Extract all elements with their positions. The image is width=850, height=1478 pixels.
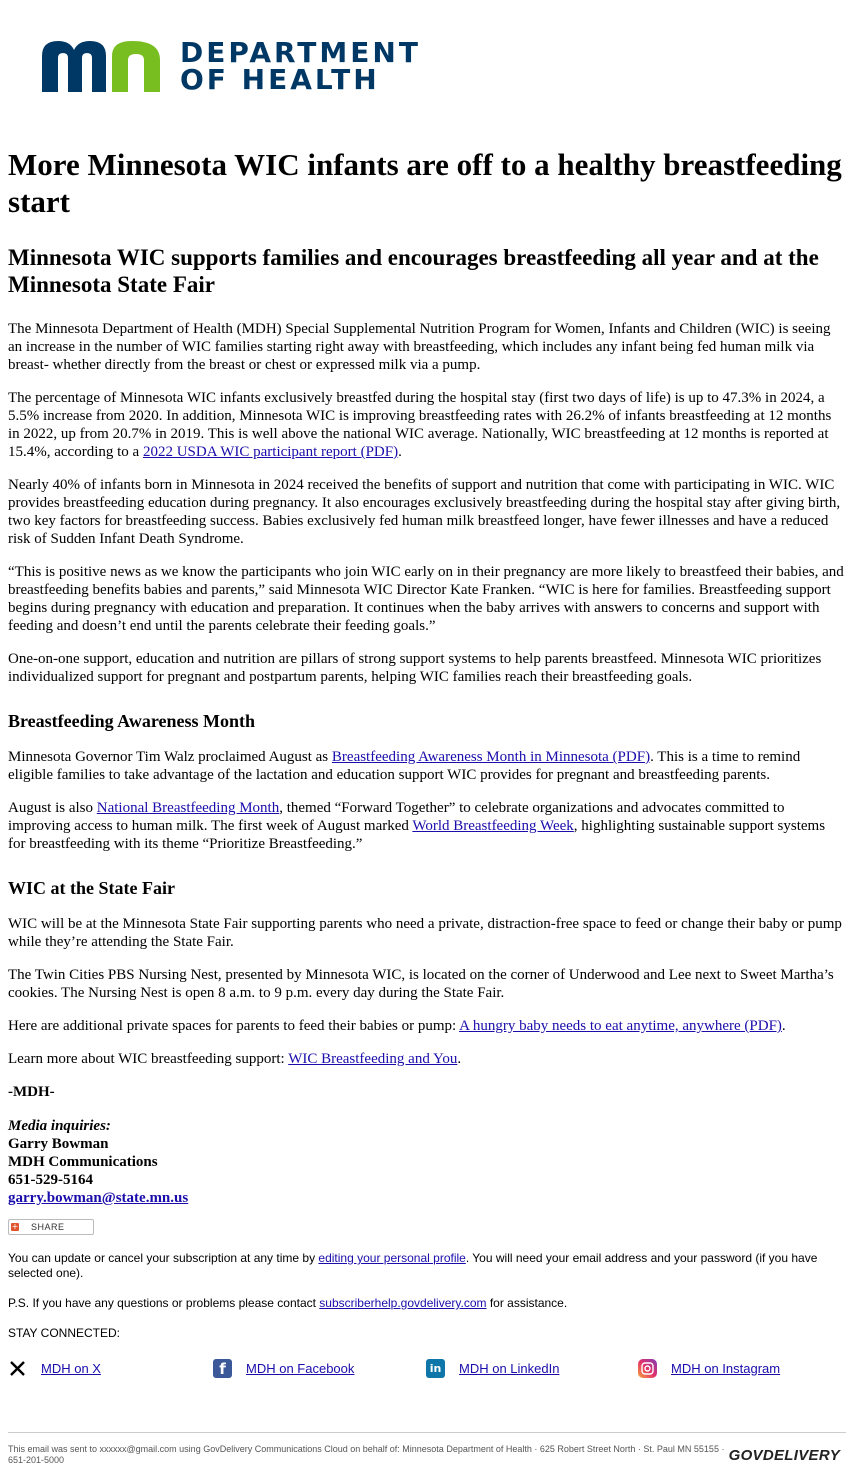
share-plus-icon: + <box>11 1222 19 1231</box>
wic-breastfeeding-link[interactable]: WIC Breastfeeding and You <box>288 1051 458 1067</box>
social-linkedin[interactable] <box>426 1359 638 1378</box>
govdelivery-logo[interactable]: GOVDELIVERY <box>728 1447 840 1464</box>
hungry-baby-link[interactable]: A hungry baby needs to eat anytime, anywhere (PDF) <box>459 1018 782 1034</box>
usda-report-link[interactable]: 2022 USDA WIC participant report (PDF) <box>142 444 399 460</box>
awareness-month-link[interactable]: Breastfeeding Awareness Month in Minnesota (PDF) <box>331 749 651 765</box>
email-content <box>8 146 846 1378</box>
paragraph-proclamation: Minnesota Governor Tim Walz proclaimed August as Breastfeeding Awareness Month in Minnesota (PDF). This is a time to remind eligible families to take advantage of the lactation and education support WIC provides for pregnant and breastfeeding parents. <box>8 749 801 783</box>
share-button[interactable] <box>8 1219 94 1235</box>
facebook-icon: f <box>213 1359 232 1378</box>
paragraph-intro: The Minnesota Department of Health (MDH) Special Supplemental Nutrition Program for Women, Infants and Children (WIC) is seeing an increase in the number of WIC families starting right away with breastfeeding, which includes any infant being fed human milk via breast- whether directly from the breast or chest or expressed milk via a pump. <box>8 321 831 373</box>
paragraph-national-month: August is also National Breastfeeding Month, themed “Forward Together” to celebrate organizations and advocates committed to improving access to human milk. The first week of August marked World Breastfeeding Week, highlighting sustainable support systems for breastfeeding with its theme “Prioritize Breastfeeding.” <box>8 800 826 852</box>
signoff: -MDH- <box>8 1084 55 1100</box>
footer <box>8 1432 846 1466</box>
contact-phone: 651-529-5164 <box>8 1172 93 1188</box>
mn-logo-icon <box>40 38 162 94</box>
contact-email-link[interactable]: garry.bowman@state.mn.us <box>8 1190 189 1206</box>
paragraph-fair: WIC will be at the Minnesota State Fair supporting parents who need a private, distraction-free space to feed or change their baby or pump while they’re attending the State Fair. <box>8 916 842 950</box>
instagram-icon <box>638 1359 657 1378</box>
paragraph-support: One-on-one support, education and nutrition are pillars of strong support systems to help parents breastfeed. Minnesota WIC prioritizes individualized support for pregnant and postpartum parents, helping WIC families reach their breastfeeding goals. <box>8 651 822 685</box>
social-x-link[interactable]: MDH on X <box>41 1361 101 1376</box>
subscription-note: You can update or cancel your subscription at any time by editing your personal profile. You will need your email address and your password (if you have selected one). <box>8 1251 818 1280</box>
paragraph-benefits: Nearly 40% of infants born in Minnesota in 2024 received the benefits of support and nutrition that come with participating in WIC. WIC provides breastfeeding education during pregnancy. It also encourages exclusively breastfeeding during the hospital stay after giving birth, two key factors for breastfeeding success. Babies exclusively fed human milk breastfeed longer, have fewer illnesses and have a reduced risk of Sudden Infant Death Syndrome. <box>8 477 841 547</box>
logo-line-2: OF HEALTH <box>180 63 380 96</box>
edit-profile-link[interactable]: editing your personal profile <box>318 1251 466 1265</box>
footer-divider <box>8 1432 846 1433</box>
national-breastfeeding-month-link[interactable]: National Breastfeeding Month <box>96 800 280 816</box>
social-instagram-link[interactable]: MDH on Instagram <box>671 1361 781 1376</box>
paragraph-stats: The percentage of Minnesota WIC infants exclusively breastfed during the hospital stay (first two days of life) is up to 47.3% in 2024, a 5.5% increase from 2020. In addition, Minnesota WIC is improving breastfeeding rates with 26.2% of infants breastfeeding at 12 months in 2022, up from 20.7% in 2019. This is well above the national WIC average. Nationally, WIC breastfeeding at 12 months is reported at 15.4%, according to a 2022 USDA WIC participant report (PDF). <box>8 390 832 460</box>
media-label: Media inquiries: <box>8 1118 111 1134</box>
social-facebook[interactable] <box>213 1359 426 1378</box>
social-x[interactable] <box>8 1359 213 1378</box>
help-note: P.S. If you have any questions or problems please contact subscriberhelp.govdelivery.com for assistance. <box>8 1296 568 1310</box>
paragraph-private-spaces: Here are additional private spaces for parents to feed their babies or pump: A hungry baby needs to eat anytime, anywhere (PDF). <box>8 1018 786 1034</box>
social-links <box>8 1359 846 1378</box>
social-linkedin-link[interactable]: MDH on LinkedIn <box>459 1361 560 1376</box>
world-breastfeeding-week-link[interactable]: World Breastfeeding Week <box>412 818 574 834</box>
contact-org: MDH Communications <box>8 1154 158 1170</box>
social-instagram[interactable] <box>638 1359 780 1378</box>
paragraph-quote: “This is positive news as we know the participants who join WIC early on in their pregnancy are more likely to breastfeed their babies, and breastfeeding benefits babies and parents,” said Minnesota WIC Director Kate Franken. “WIC is here for families. Breastfeeding support begins during pregnancy with education and preparation. It continues when the baby arrives with answers to concerns and support with feeding and doesn’t end until the parents celebrate their feeding goals.” <box>8 564 844 634</box>
article-title: More Minnesota WIC infants are off to a healthy breastfeeding start <box>8 147 842 219</box>
subscriber-help-link[interactable]: subscriberhelp.govdelivery.com <box>319 1296 487 1310</box>
footer-text: This email was sent to xxxxxx@gmail.com using GovDelivery Communications Cloud on behalf of: Minnesota Department of Health · 625 Robert Street North · St. Paul MN 55155 · 651-201-5000 <box>8 1444 725 1465</box>
share-label: SHARE <box>31 1222 65 1232</box>
article-subtitle: Minnesota WIC supports families and encourages breastfeeding all year and at the Minnesota State Fair <box>8 245 819 297</box>
social-facebook-link[interactable]: MDH on Facebook <box>246 1361 355 1376</box>
stay-connected-label: STAY CONNECTED: <box>8 1326 121 1340</box>
heading-awareness-month: Breastfeeding Awareness Month <box>8 711 255 731</box>
contact-name: Garry Bowman <box>8 1136 109 1152</box>
linkedin-icon: in <box>426 1359 445 1378</box>
paragraph-learn-more: Learn more about WIC breastfeeding support: WIC Breastfeeding and You. <box>8 1051 462 1067</box>
paragraph-nursing-nest: The Twin Cities PBS Nursing Nest, presented by Minnesota WIC, is located on the corner of Underwood and Lee next to Sweet Martha’s cookies. The Nursing Nest is open 8 a.m. to 9 p.m. every day during the State Fair. <box>8 967 834 1001</box>
subscription-section <box>8 1251 846 1341</box>
logo-line-1: DEPARTMENT <box>180 36 421 69</box>
media-contact <box>8 1117 846 1207</box>
heading-state-fair: WIC at the State Fair <box>8 878 175 898</box>
mdh-logo[interactable] <box>40 38 421 94</box>
x-icon <box>8 1359 27 1378</box>
